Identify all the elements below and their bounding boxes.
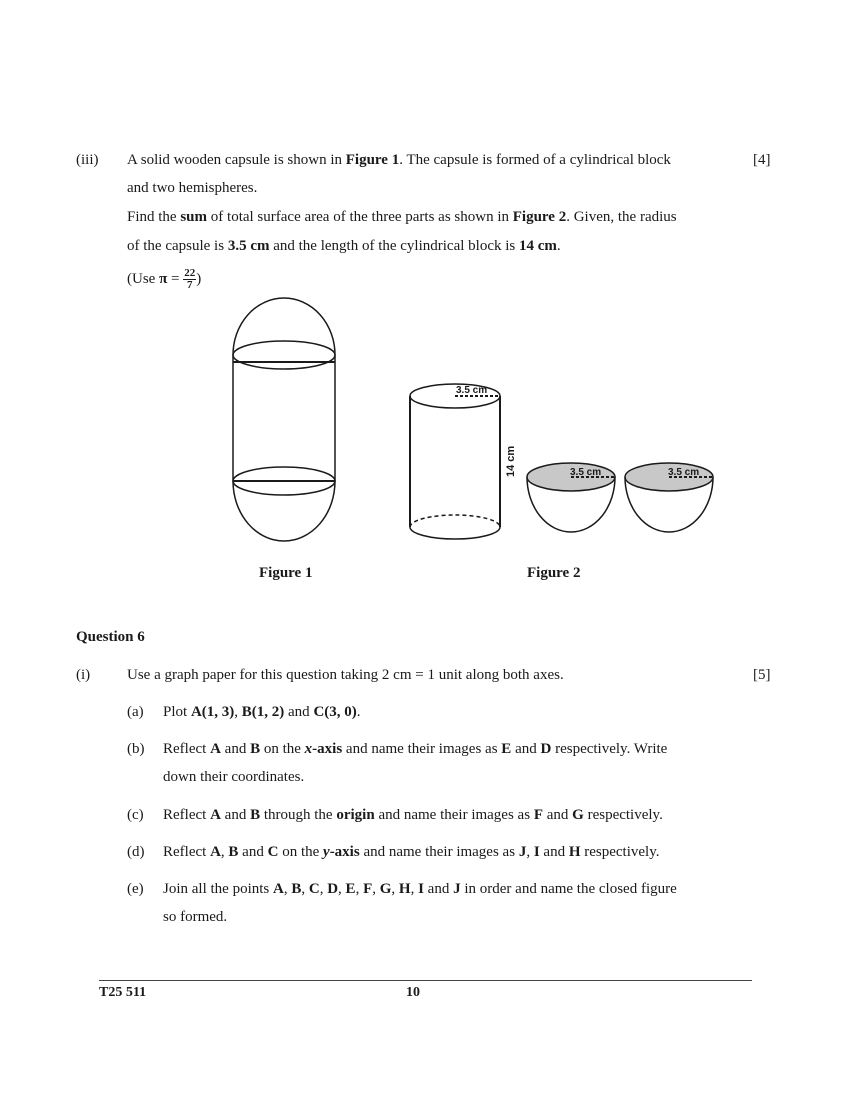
pi-denominator: 7	[187, 279, 193, 292]
bold-text-run: G	[572, 807, 584, 823]
text-run: and two hemispheres.	[127, 180, 258, 196]
text-run: respectively.	[583, 807, 663, 823]
text-run: and	[539, 844, 569, 860]
bold-text-run: Figure 1	[345, 152, 400, 168]
text-run: in order and name the closed figure	[460, 881, 677, 897]
bold-text-run: B	[250, 741, 261, 757]
bold-text-run: D	[327, 881, 339, 897]
text-run: . Given, the radius	[566, 209, 677, 225]
subpart-a-label: (a)	[127, 704, 144, 720]
text-run: and	[511, 741, 541, 757]
text-run: Join all the points	[163, 881, 273, 897]
bold-text-run: y	[323, 844, 330, 860]
bold-text-run: J	[453, 881, 461, 897]
bold-text-run: B	[250, 807, 261, 823]
bold-text-run: -axis	[312, 741, 343, 757]
text-run: ,	[220, 844, 229, 860]
question-6-title: Question 6	[76, 629, 145, 645]
bold-text-run: G	[379, 881, 392, 897]
bold-text-run: Figure 2	[512, 209, 567, 225]
pi-prefix: (Use	[127, 271, 160, 287]
bold-text-run: D	[540, 741, 552, 757]
subpart-e-line-1	[163, 880, 677, 898]
bold-text-run: I	[418, 881, 424, 897]
subpart-d-line-1	[163, 843, 660, 861]
text-run: Reflect	[163, 741, 211, 757]
bold-text-run: C(3, 0)	[313, 704, 357, 720]
bold-text-run: H	[568, 844, 581, 860]
bold-text-run: x	[304, 741, 313, 757]
subpart-b-label: (b)	[127, 741, 145, 757]
text-run: of the capsule is	[127, 238, 228, 254]
capsule-top-seam	[233, 341, 335, 369]
text-run: Find the	[127, 209, 181, 225]
text-run: so formed.	[163, 909, 228, 925]
text-run: and	[220, 807, 251, 823]
text-run: ,	[283, 881, 292, 897]
text-run: .	[356, 704, 361, 720]
text-run: ,	[355, 881, 364, 897]
bold-text-run: A	[210, 844, 221, 860]
pi-numerator: 22	[184, 267, 196, 280]
bold-text-run: E	[501, 741, 512, 757]
text-run: and the length of the cylindrical block is	[269, 238, 519, 254]
bold-text-run: B(1, 2)	[241, 704, 285, 720]
subpart-c-line-1	[163, 806, 663, 824]
part-iii-marks: [4]	[753, 152, 771, 168]
cylinder-bottom-front	[410, 527, 500, 539]
text-run: and	[238, 844, 268, 860]
bold-text-run: I	[533, 844, 540, 860]
capsule-top-hemisphere	[233, 298, 335, 355]
bold-text-run: J	[518, 844, 527, 860]
text-run: ,	[391, 881, 399, 897]
text-run: and	[542, 807, 573, 823]
text-run: ,	[372, 881, 380, 897]
text-run: . The capsule is formed of a cylindrical block	[399, 152, 671, 168]
bold-text-run: A	[210, 807, 221, 823]
bold-text-run: H	[398, 881, 411, 897]
bold-text-run: C	[267, 844, 279, 860]
bold-text-run: F	[363, 881, 373, 897]
text-run: and name their images as	[359, 844, 519, 860]
text-run: .	[556, 238, 561, 254]
bold-text-run: A	[273, 881, 284, 897]
pi-suffix: )	[196, 271, 202, 287]
pi-symbol: π	[159, 271, 168, 287]
text-run: ,	[410, 881, 419, 897]
page-number: 10	[406, 985, 420, 1000]
bold-text-run: 3.5 cm	[227, 238, 270, 254]
bold-text-run: origin	[336, 807, 375, 823]
subpart-d-label: (d)	[127, 844, 145, 860]
text-run: ,	[338, 881, 346, 897]
bold-text-run: -axis	[329, 844, 360, 860]
subpart-e-label: (e)	[127, 881, 144, 897]
cylinder-length-label: 14 cm	[505, 445, 517, 477]
cylinder-radius-label: 3.5 cm	[456, 385, 488, 396]
hemisphere-1-radius-label: 3.5 cm	[570, 467, 602, 478]
text-run: Reflect	[163, 844, 211, 860]
figure1-capsule	[233, 298, 335, 541]
q6-part-i-text: Use a graph paper for this question taking 2 cm = 1 unit along both axes.	[127, 667, 564, 683]
text-run: respectively.	[580, 844, 660, 860]
bold-text-run: B	[291, 881, 302, 897]
text-run: and name their images as	[342, 741, 502, 757]
subpart-b-line-1	[163, 740, 667, 758]
text-run: and	[423, 881, 454, 897]
text-run: on the	[278, 844, 324, 860]
bold-text-run: B	[228, 844, 239, 860]
bold-text-run: A	[210, 741, 221, 757]
text-run: on the	[260, 741, 305, 757]
text-run: through the	[260, 807, 337, 823]
text-run: ,	[234, 704, 242, 720]
subpart-b-line-2	[163, 768, 304, 786]
bold-text-run: 14 cm	[518, 238, 557, 254]
hemisphere-2-radius-label: 3.5 cm	[668, 467, 700, 478]
text-run: ,	[526, 844, 534, 860]
text-run: and	[220, 741, 251, 757]
subpart-e-line-2	[163, 908, 227, 926]
footer-code: T25 511	[99, 985, 147, 1000]
bold-text-run: F	[533, 807, 543, 823]
figure2-cylinder	[410, 384, 500, 539]
figure2-caption: Figure 2	[527, 565, 581, 581]
subpart-a-line-1	[163, 703, 361, 721]
text-run: down their coordinates.	[163, 769, 305, 785]
figure1-caption: Figure 1	[259, 565, 313, 581]
text-run: respectively. Write	[551, 741, 668, 757]
text-run: ,	[319, 881, 328, 897]
bold-text-run: A(1, 3)	[190, 704, 235, 720]
part-iii-label: (iii)	[76, 152, 99, 168]
text-run: and	[284, 704, 314, 720]
subpart-c-label: (c)	[127, 807, 144, 823]
bold-text-run: sum	[180, 209, 208, 225]
pi-equals: =	[167, 271, 184, 287]
bold-text-run: C	[308, 881, 320, 897]
text-run: Plot	[163, 704, 191, 720]
text-run: A solid wooden capsule is shown in	[127, 152, 346, 168]
text-run: and name their images as	[374, 807, 534, 823]
text-run: ,	[301, 881, 309, 897]
capsule-bottom-hemisphere	[233, 481, 335, 541]
footer-divider	[99, 980, 752, 981]
q6-part-i-marks: [5]	[753, 667, 771, 683]
bold-text-run: E	[345, 881, 356, 897]
q6-part-i-label: (i)	[76, 667, 91, 683]
cylinder-bottom-back	[410, 515, 500, 527]
text-run: of total surface area of the three parts as shown in	[207, 209, 513, 225]
text-run: Reflect	[163, 807, 211, 823]
